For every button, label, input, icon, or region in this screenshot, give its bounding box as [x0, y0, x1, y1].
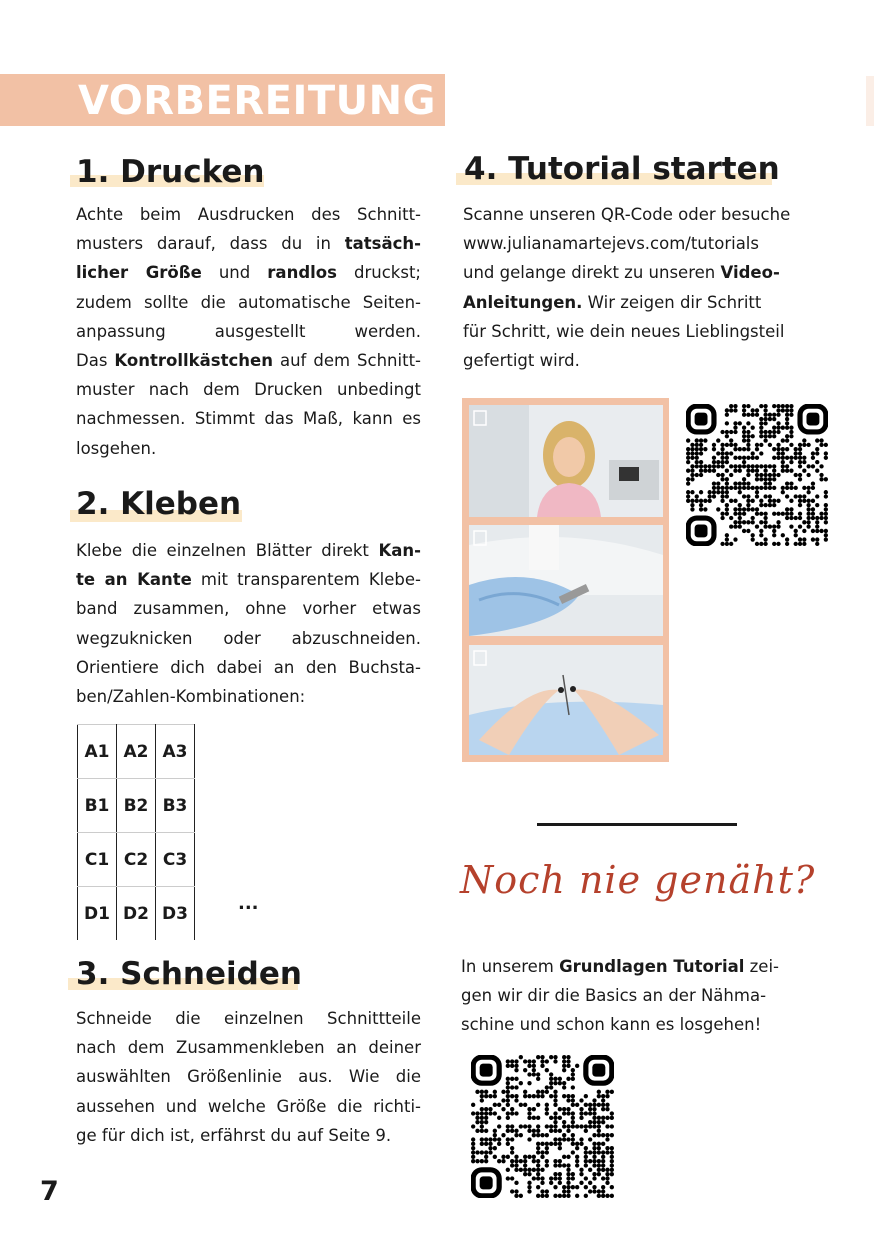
text-run: In unserem	[461, 957, 560, 976]
text-drucken	[76, 200, 421, 463]
bold-text: Video-	[720, 263, 780, 283]
text-line	[76, 653, 421, 682]
grid-cell: C1	[78, 833, 117, 887]
text-line	[76, 1092, 421, 1121]
text-line	[461, 1010, 806, 1039]
photo-sewing-machine	[469, 525, 663, 636]
text-run: band zusammen, ohne vorher etwas	[76, 599, 421, 619]
page-title: VORBEREITUNG	[78, 78, 436, 124]
text-run: Schneide die einzelnen Schnittteile	[76, 1009, 421, 1028]
text-run: schine und schon kann es losgehen!	[461, 1015, 762, 1035]
text-line	[76, 200, 421, 229]
text-line	[76, 434, 421, 463]
bold-text: tatsäch-	[344, 234, 421, 254]
divider-line	[537, 823, 737, 826]
text-run: musters darauf, dass du in	[76, 234, 345, 254]
text-run: ben/Zahlen-Kombinationen:	[76, 687, 306, 707]
text-run: www.julianamartejevs.com/tutorials	[463, 234, 759, 254]
text-line	[76, 1033, 421, 1062]
grid-row	[78, 887, 195, 941]
bold-text: Kontrollkästchen	[114, 351, 273, 371]
bold-text: licher Größe	[76, 263, 202, 283]
text-line	[463, 288, 823, 317]
grid-cell: C3	[156, 833, 195, 887]
text-run: auswählten Größenlinie aus. Wie die	[76, 1067, 421, 1087]
edge-mark	[866, 76, 874, 126]
text-line	[76, 317, 421, 346]
grid-row	[78, 833, 195, 887]
text-line	[76, 375, 421, 404]
text-run: aussehen und welche Größe die richti-	[76, 1096, 421, 1116]
grid-cell: B2	[117, 779, 156, 833]
text-run: Scanne unseren QR-Code oder besuche	[463, 205, 791, 224]
text-run: Das	[76, 351, 115, 371]
text-run: losgehen.	[76, 438, 157, 458]
text-line	[463, 200, 823, 229]
text-run: ge für dich ist, erfährst du auf Seite 9.	[76, 1125, 392, 1145]
text-line	[463, 346, 823, 375]
text-run: zudem sollte die automatische Seiten-	[76, 292, 421, 312]
grid-cell: A2	[117, 725, 156, 779]
text-line	[463, 229, 823, 258]
text-run: Klebe die einzelnen Blätter direkt	[76, 541, 379, 560]
text-run: mit transparentem Klebe-	[191, 570, 421, 590]
text-line	[463, 317, 823, 346]
qr-code-icon[interactable]	[471, 1055, 614, 1198]
text-line	[463, 258, 823, 287]
text-run: für Schritt, wie dein neues Lieblingsteil	[463, 321, 785, 341]
text-line	[76, 288, 421, 317]
text-line	[461, 981, 806, 1010]
grid-row	[78, 779, 195, 833]
text-run: Orientiere dich dabei an den Buchsta-	[76, 657, 421, 677]
text-run: und	[201, 263, 268, 283]
text-run: wegzuknicken oder abzuschneiden.	[76, 628, 421, 648]
text-run: nachmessen. Stimmt das Maß, kann es	[76, 409, 421, 429]
heading-drucken: 1. Drucken	[76, 154, 265, 190]
grid-cell: D3	[156, 887, 195, 941]
text-line	[76, 229, 421, 258]
text-line	[76, 346, 421, 375]
page-number: 7	[40, 1176, 59, 1207]
qr-code-icon[interactable]	[686, 404, 828, 546]
text-tutorial	[463, 200, 823, 375]
grid-cell: D1	[78, 887, 117, 941]
text-line	[76, 1062, 421, 1091]
photo-presenter	[469, 405, 663, 517]
text-line	[76, 624, 421, 653]
text-line	[76, 258, 421, 287]
grid-cell: C2	[117, 833, 156, 887]
text-run: auf dem Schnitt-	[272, 351, 421, 371]
bold-text: randlos	[267, 263, 337, 283]
text-run: gefertigt wird.	[463, 351, 580, 371]
grid-cell: D2	[117, 887, 156, 941]
grid-cell: B1	[78, 779, 117, 833]
text-line	[76, 565, 421, 594]
bold-text: Kan-	[378, 541, 421, 560]
grid-cell: A1	[78, 725, 117, 779]
text-line	[76, 404, 421, 433]
heading-kleben: 2. Kleben	[76, 486, 242, 522]
text-run: Achte beim Ausdrucken des Schnitt-	[76, 205, 421, 224]
bold-text: Grundlagen Tutorial	[559, 957, 745, 976]
grid-ellipsis: ...	[238, 893, 259, 914]
text-run: gen wir dir die Basics an der Nähma-	[461, 986, 767, 1006]
text-run: nach dem Zusammenkleben an deiner	[76, 1038, 421, 1058]
text-schneiden	[76, 1004, 421, 1150]
text-line	[76, 1121, 421, 1150]
script-title: Noch nie genäht?	[460, 858, 816, 902]
text-basics	[461, 952, 806, 1040]
text-line	[76, 536, 421, 565]
heading-schneiden: 3. Schneiden	[76, 956, 302, 992]
text-kleben	[76, 536, 421, 711]
grid-cell: A3	[156, 725, 195, 779]
text-line	[76, 1004, 421, 1033]
tile-grid	[77, 724, 195, 940]
text-line	[76, 594, 421, 623]
text-run: druckst;	[336, 263, 421, 283]
text-line	[461, 952, 806, 981]
text-run: Wir zeigen dir Schritt	[582, 292, 762, 312]
grid-row	[78, 725, 195, 779]
text-line	[76, 682, 421, 711]
text-run: und gelange direkt zu unseren	[463, 263, 721, 283]
bold-text: Anleitungen.	[463, 292, 583, 312]
text-run: anpassung ausgestellt werden.	[76, 321, 421, 341]
heading-tutorial: 4. Tutorial starten	[464, 151, 780, 187]
bold-text: te an Kante	[76, 570, 192, 590]
text-run: muster nach dem Drucken unbedingt	[76, 380, 421, 400]
text-run: zei-	[744, 957, 779, 976]
photo-hands-sewing	[469, 645, 663, 755]
grid-cell: B3	[156, 779, 195, 833]
